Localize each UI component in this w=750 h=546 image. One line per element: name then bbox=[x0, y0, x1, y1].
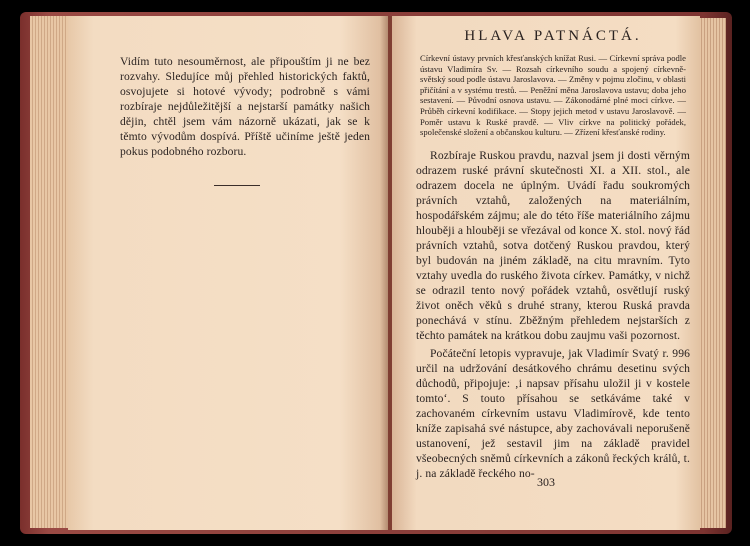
left-page-stack bbox=[30, 16, 70, 528]
page-number: 303 bbox=[537, 475, 555, 489]
right-page-text bbox=[416, 148, 690, 481]
open-book bbox=[20, 8, 732, 538]
right-page-stack bbox=[696, 18, 726, 528]
left-page-text bbox=[120, 54, 370, 159]
chapter-summary: Církevní ústavy prvních křesťanských knížat Rusi. — Církevní správa podle ústavu Vladimíra Sv. — Rozsah církevního soudu a spojený církevně-světský soud podle ústavu Jaroslavova. — Změny v pojmu zločinu, v oblasti přičítání a v systému trestů. — Peněžní měna Jaroslavova ustavu; doba jeho sestavení. — Původní osnova ustavu. — Zákonodárné plné moci církve. — Průběh církevní kodifikace. — Stopy jejich metod v ustavu Jaroslavově. — Poměr ustavu k Ruské pravdě. — Vliv církve na politický pořádek, společenské složení a občanskou kulturu. — Zřízení křesťanské rodiny. bbox=[420, 53, 686, 138]
right-page bbox=[392, 16, 700, 530]
right-paragraph-1: Rozbíraje Ruskou pravdu, nazval jsem ji dosti věrným odrazem ruské právní skutečnosti XI. a XII. stol., ale odrazem docela ne úplným. Uvádí řadu soukromých právních vztahů, založených na materiálním, hospodářském zájmu; ale do této říše materiálního zájmu hlouběji a hlouběji se vřezával od konce X. stol. nový řád právních vztahů, sotva dotčený Ruskou pravdou, který byl budován na jiném základě, na citu mravním. Tyto vztahy uvedla do ruského života církev. Památky, v nichž se odrazil tento nový pořádek vztahů, osvětlují ruský život oněch věků s druhé strany, kterou Ruská pravda ponechává v stínu. Zběžným přehledem nejstarších z těchto památek na krátkou dobu zaujmu vaši pozornost. bbox=[416, 148, 690, 342]
section-divider bbox=[214, 185, 260, 186]
chapter-heading: HLAVA PATNÁCTÁ. bbox=[464, 28, 642, 44]
right-paragraph-2: Počáteční letopis vypravuje, jak Vladimír Svatý r. 996 určil na udržování desátkového chrámu desetinu svých důchodů, připojuje: ‚i napsav přísahu uložil ji v kostele tomto‘. S touto přísahou se setkáváme také v zachovaném církevním ustavu Vladimírově, kde tento kníže zapisahá své nástupce, aby zachovávali neporušeně ustanovení, jež sestavil jim na základě pravidel všeobecných sněmů církevních a zákonů řeckých králů, t. j. na základě řeckého no- bbox=[416, 346, 690, 480]
left-page bbox=[68, 16, 388, 530]
left-paragraph: Vidím tuto nesouměrnost, ale připouštím ji ne bez rozvahy. Sledujíce můj přehled historických faktů, osvojujete si hotové vývody; podrobně s vámi rozbíraje nejdůležitější a nejstarší památky našich dějin, chtěl jsem vám názorně ukázati, jak se k těmto vývodům dospívá. Příště učiníme ještě jeden pokus podobného rozboru. bbox=[120, 55, 370, 158]
